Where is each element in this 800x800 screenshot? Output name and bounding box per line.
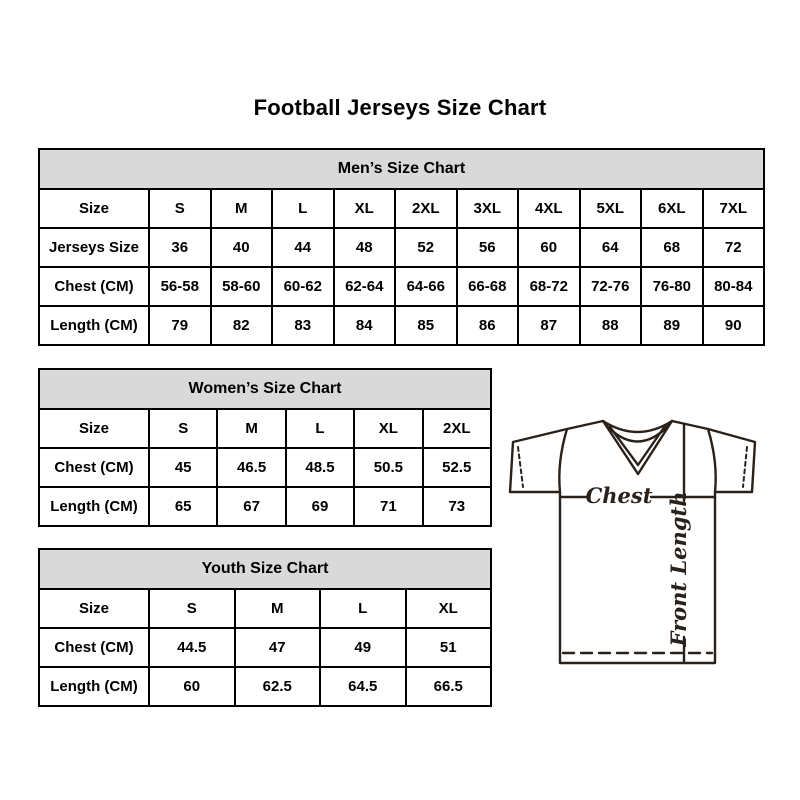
mens-cell-value: 87: [518, 306, 580, 345]
womens-cell-value: 48.5: [286, 448, 354, 487]
womens-cell-value: 73: [423, 487, 491, 526]
mens-cell-value: 90: [703, 306, 765, 345]
mens-cell-value: 72: [703, 228, 765, 267]
mens-cell-value: XL: [334, 189, 396, 228]
mens-cell-value: 58-60: [211, 267, 273, 306]
mens-cell-value: 2XL: [395, 189, 457, 228]
womens-table-row: [39, 409, 491, 448]
mens-cell-value: 79: [149, 306, 211, 345]
youth-cell-value: M: [235, 589, 321, 628]
mens-cell-value: 89: [641, 306, 703, 345]
mens-cell-value: 76-80: [641, 267, 703, 306]
mens-row-label: Chest (CM): [39, 267, 149, 306]
womens-cell-value: 65: [149, 487, 217, 526]
mens-cell-value: 7XL: [703, 189, 765, 228]
mens-cell-value: 5XL: [580, 189, 642, 228]
mens-table-header-row: [39, 149, 764, 189]
youth-cell-value: 62.5: [235, 667, 321, 706]
youth-table-row: [39, 589, 491, 628]
youth-table-title: Youth Size Chart: [39, 549, 491, 589]
mens-cell-value: 36: [149, 228, 211, 267]
womens-cell-value: 69: [286, 487, 354, 526]
mens-cell-value: 86: [457, 306, 519, 345]
mens-row-label: Size: [39, 189, 149, 228]
mens-cell-value: 40: [211, 228, 273, 267]
mens-table-row: [39, 306, 764, 345]
mens-cell-value: 3XL: [457, 189, 519, 228]
womens-table-row: [39, 448, 491, 487]
mens-cell-value: L: [272, 189, 334, 228]
womens-row-label: Length (CM): [39, 487, 149, 526]
mens-cell-value: 44: [272, 228, 334, 267]
youth-cell-value: S: [149, 589, 235, 628]
youth-row-label: Length (CM): [39, 667, 149, 706]
mens-cell-value: 52: [395, 228, 457, 267]
mens-cell-value: 56: [457, 228, 519, 267]
womens-table-row: [39, 487, 491, 526]
youth-cell-value: XL: [406, 589, 492, 628]
youth-cell-value: 66.5: [406, 667, 492, 706]
womens-cell-value: XL: [354, 409, 422, 448]
womens-row-label: Chest (CM): [39, 448, 149, 487]
womens-cell-value: 52.5: [423, 448, 491, 487]
mens-table-row: [39, 189, 764, 228]
youth-table-row: [39, 667, 491, 706]
womens-cell-value: 50.5: [354, 448, 422, 487]
womens-table-title: Women’s Size Chart: [39, 369, 491, 409]
youth-row-label: Size: [39, 589, 149, 628]
youth-cell-value: 47: [235, 628, 321, 667]
youth-cell-value: 51: [406, 628, 492, 667]
mens-cell-value: 64-66: [395, 267, 457, 306]
mens-size-chart-table: [38, 148, 765, 346]
youth-cell-value: 64.5: [320, 667, 406, 706]
jersey-armhole-right: [708, 429, 716, 492]
mens-table-title: Men’s Size Chart: [39, 149, 764, 189]
jersey-cuff-dashed-right: [743, 447, 747, 487]
womens-cell-value: 71: [354, 487, 422, 526]
womens-size-chart-table: [38, 368, 492, 527]
mens-cell-value: 60-62: [272, 267, 334, 306]
womens-row-label: Size: [39, 409, 149, 448]
mens-cell-value: M: [211, 189, 273, 228]
youth-cell-value: L: [320, 589, 406, 628]
youth-cell-value: 60: [149, 667, 235, 706]
mens-cell-value: S: [149, 189, 211, 228]
mens-cell-value: 85: [395, 306, 457, 345]
mens-cell-value: 72-76: [580, 267, 642, 306]
mens-cell-value: 62-64: [334, 267, 396, 306]
youth-cell-value: 49: [320, 628, 406, 667]
womens-cell-value: M: [217, 409, 285, 448]
mens-table-row: [39, 228, 764, 267]
mens-cell-value: 68-72: [518, 267, 580, 306]
jersey-armhole-left: [559, 429, 567, 492]
mens-row-label: Jerseys Size: [39, 228, 149, 267]
youth-table-header-row: [39, 549, 491, 589]
mens-cell-value: 84: [334, 306, 396, 345]
womens-cell-value: L: [286, 409, 354, 448]
jersey-measurement-diagram: [505, 412, 770, 667]
mens-cell-value: 4XL: [518, 189, 580, 228]
womens-cell-value: 2XL: [423, 409, 491, 448]
mens-cell-value: 82: [211, 306, 273, 345]
mens-row-label: Length (CM): [39, 306, 149, 345]
youth-cell-value: 44.5: [149, 628, 235, 667]
womens-table-header-row: [39, 369, 491, 409]
front-length-label: Front Length: [666, 491, 691, 647]
womens-cell-value: 46.5: [217, 448, 285, 487]
mens-cell-value: 56-58: [149, 267, 211, 306]
youth-size-chart-table: [38, 548, 492, 707]
mens-cell-value: 48: [334, 228, 396, 267]
mens-cell-value: 64: [580, 228, 642, 267]
mens-cell-value: 68: [641, 228, 703, 267]
mens-table-row: [39, 267, 764, 306]
page-title: Football Jerseys Size Chart: [253, 95, 547, 120]
womens-cell-value: S: [149, 409, 217, 448]
jersey-cuff-dashed-left: [518, 447, 523, 487]
mens-cell-value: 66-68: [457, 267, 519, 306]
womens-cell-value: 45: [149, 448, 217, 487]
chest-label: Chest: [585, 483, 653, 508]
youth-row-label: Chest (CM): [39, 628, 149, 667]
mens-cell-value: 88: [580, 306, 642, 345]
youth-table-row: [39, 628, 491, 667]
mens-cell-value: 80-84: [703, 267, 765, 306]
mens-cell-value: 60: [518, 228, 580, 267]
mens-cell-value: 6XL: [641, 189, 703, 228]
womens-cell-value: 67: [217, 487, 285, 526]
mens-cell-value: 83: [272, 306, 334, 345]
